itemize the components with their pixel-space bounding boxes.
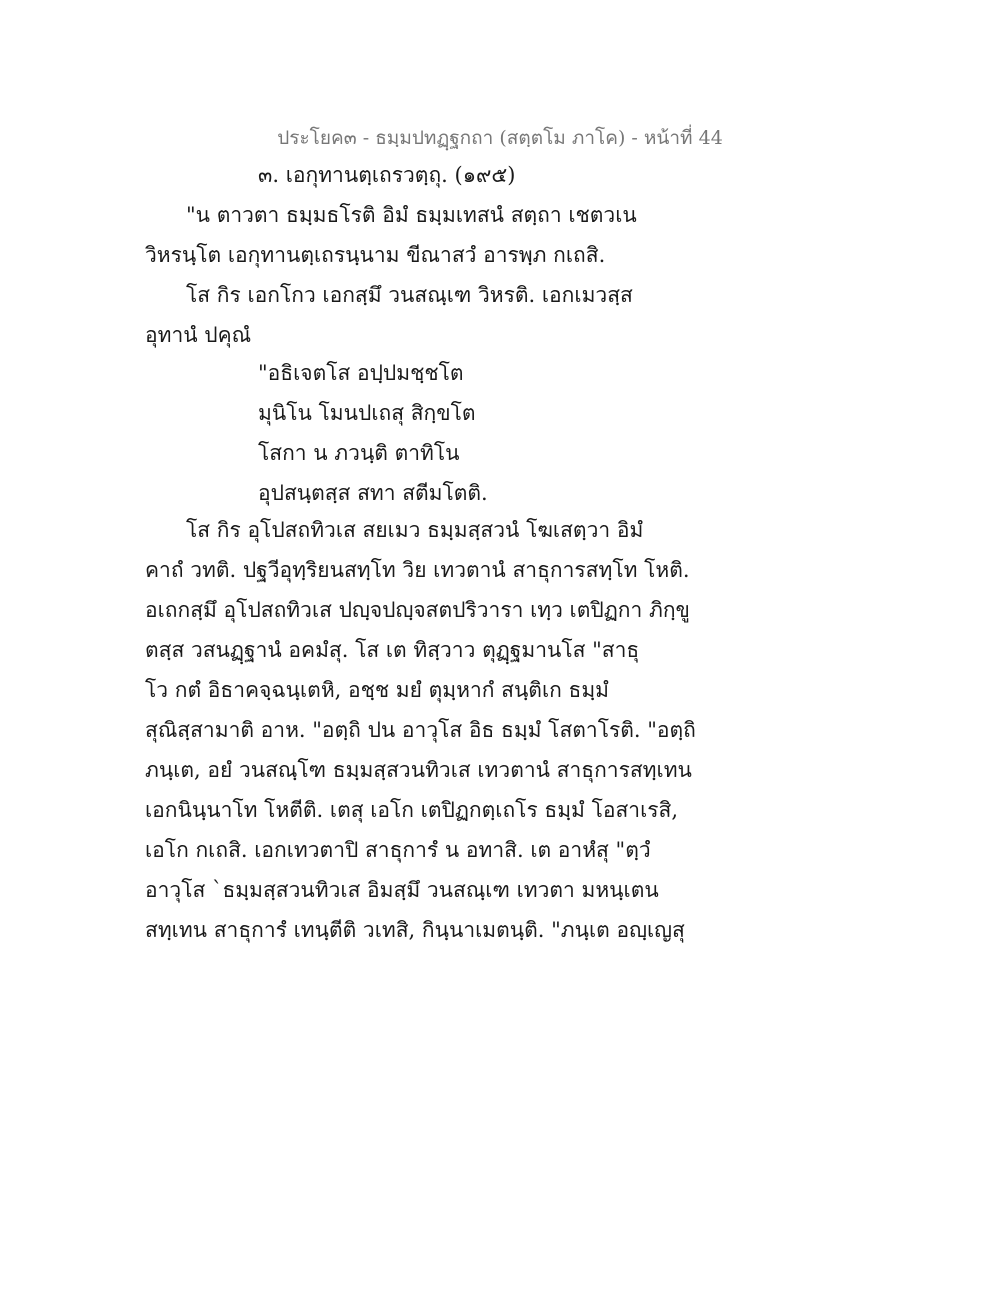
- paragraph-3-line-6: สุณิสฺสามาติ อาห. "อตฺถิ ปน อาวุโส อิธ ธมฺมํ โสตาโรติ. "อตฺถิ: [145, 718, 696, 742]
- paragraph-2-line-2: อุทานํ ปคุณํ: [145, 323, 252, 347]
- verse-line-3: โสกา น ภวนฺติ ตาทิโน: [258, 441, 460, 465]
- paragraph-2-line-1: โส กิร เอกโกว เอกสฺมึ วนสณฺเฑ วิหรติ. เอกเมวสฺส: [186, 283, 633, 307]
- verse-line-4: อุปสนฺตสฺส สทา สตีมโตติ.: [258, 481, 488, 505]
- paragraph-3-line-7: ภนฺเต, อยํ วนสณฺโฑ ธมฺมสฺสวนทิวเส เทวตานํ สาธุการสทฺเทน: [145, 758, 692, 782]
- paragraph-3-line-8: เอกนินฺนาโท โหตีติ. เตสุ เอโก เตปิฏกตฺเถโร ธมฺมํ โอสาเรสิ,: [145, 798, 679, 822]
- verse-line-1: "อธิเจตโส อปฺปมชฺชโต: [258, 361, 464, 385]
- running-header: [0, 123, 1000, 153]
- paragraph-1-line-1: "น ตาวตา ธมฺมธโรติ อิมํ ธมฺมเทสนํ สตฺถา เชตวเน: [186, 203, 637, 227]
- paragraph-3-line-3: อเถกสฺมึ อุโปสถทิวเส ปญฺจปญฺจสตปริวารา เทฺว เตปิฏกา ภิกฺขู: [145, 598, 690, 622]
- paragraph-3-line-10: อาวุโส `ธมฺมสฺสวนทิวเส อิมสฺมึ วนสณฺเฑ เทวตา มหนฺเตน: [145, 878, 659, 902]
- paragraph-3-line-9: เอโก กเถสิ. เอกเทวตาปิ สาธุการํ น อทาสิ. เต อาหํสุ "ตฺวํ: [145, 838, 651, 862]
- paragraph-3-line-4: ตสฺส วสนฏฺฐานํ อคมํสุ. โส เต ทิสฺวาว ตุฏฺฐมานโส "สาธุ: [145, 638, 640, 662]
- paragraph-3-line-11: สทฺเทน สาธุการํ เทนฺตีติ วเทสิ, กินฺนาเมตนฺติ. "ภนฺเต อญฺเญสุ: [145, 918, 685, 942]
- paragraph-3-line-2: คาถํ วทติ. ปฐวีอุทฺริยนสทฺโท วิย เทวตานํ สาธุการสทฺโท โหติ.: [145, 558, 690, 582]
- verse-line-2: มุนิโน โมนปเถสุ สิกฺขโต: [258, 401, 476, 425]
- paragraph-3-line-5: โว กตํ อิธาคจฺฉนฺเตหิ, อชฺช มยํ ตุมฺหากํ สนฺติเก ธมฺมํ: [145, 678, 610, 702]
- paragraph-3-line-1: โส กิร อุโปสถทิวเส สยเมว ธมฺมสฺสวนํ โฆเสตฺวา อิมํ: [186, 518, 644, 542]
- paragraph-1-line-2: วิหรนฺโต เอกุทานตฺเถรนฺนาม ขีณาสวํ อารพฺภ กเถสิ.: [145, 243, 606, 267]
- story-title: ๓. เอกุทานตฺเถรวตฺถุ. (๑๙๕): [258, 163, 516, 187]
- running-header-text: ประโยค๓ - ธมฺมปทฏฺฐกถา (สตฺตโม ภาโค) - หน้าที่ 44: [277, 127, 723, 149]
